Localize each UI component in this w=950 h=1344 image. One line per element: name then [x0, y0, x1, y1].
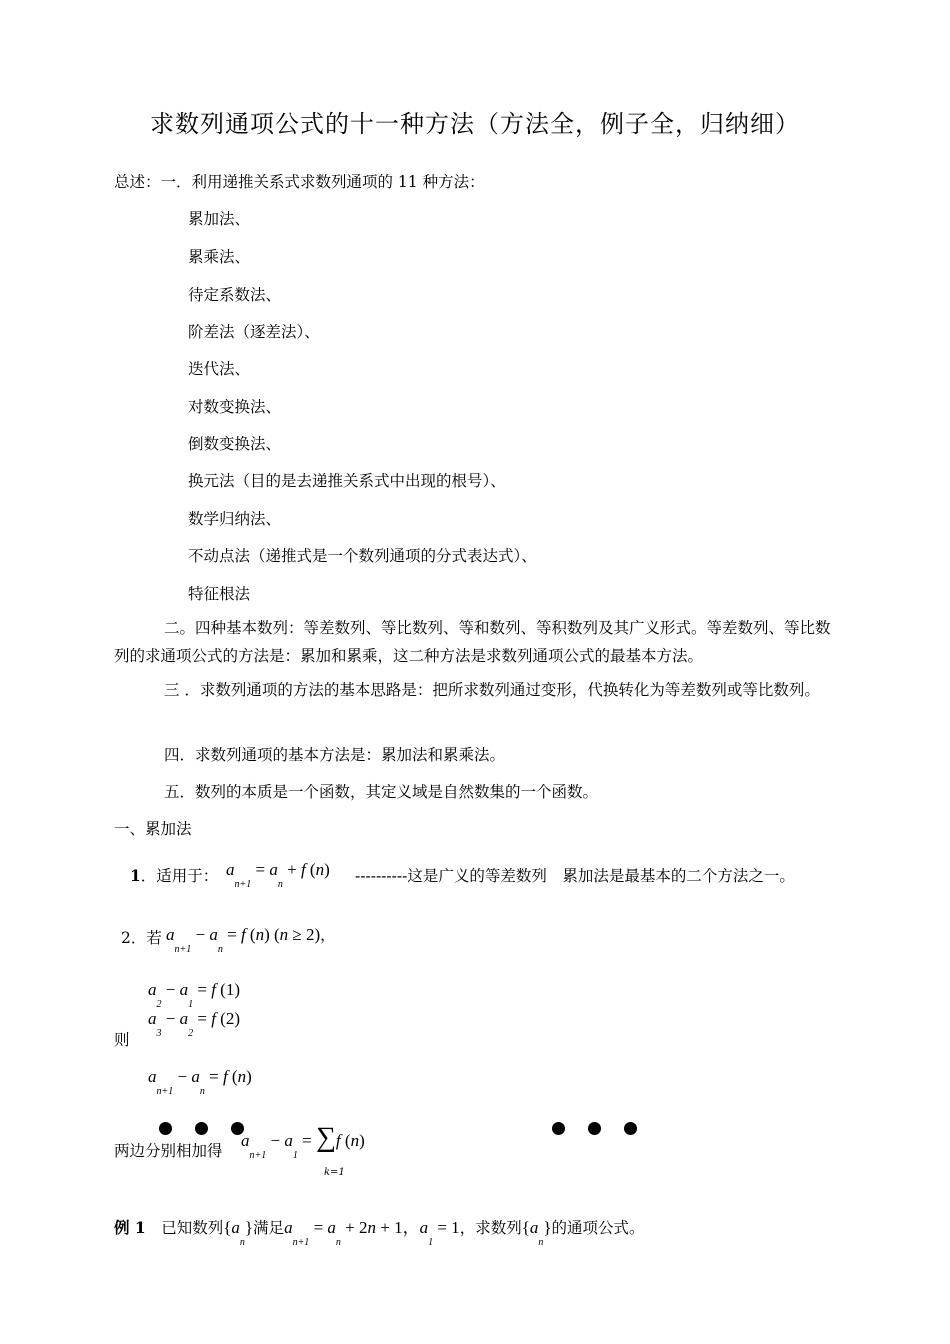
recurrence-formula: $a_{n+1} = a_n + f$ (n)	[226, 860, 330, 890]
method-item: 特征根法	[188, 585, 251, 603]
equation-row: $a_{n+1} - a_n = f$ (n)	[148, 1067, 252, 1097]
example-text: ，求数列	[459, 1219, 522, 1237]
item-1-comment: ----------这是广义的等差数列 累加法是最基本的二个方法之一。	[355, 867, 795, 885]
method-item: 换元法（目的是去递推关系式中出现的根号）、	[188, 472, 506, 490]
equation-row: $a_2 - a_1 = f$ (1)	[148, 980, 240, 1010]
ellipsis-dot	[195, 1122, 208, 1135]
ellipsis-dot	[588, 1122, 601, 1135]
difference-formula: $a_{n+1} - a_n = f$ (n) (n ≥ 2)，	[166, 925, 336, 955]
sum-formula: $a_{n+1} - a_1 = \sum f$ (n)	[241, 1122, 365, 1161]
example-text: 的通项公式。	[551, 1219, 645, 1237]
method-item: 迭代法、	[188, 360, 251, 378]
method-item: 倒数变换法、	[188, 435, 282, 453]
example-text: 已知数列	[145, 1219, 224, 1237]
example-1: 例 1 已知数列$\{a_n\}$满足$a_{n+1} = a_n + 2n + 1$，$a_1 = 1$，求数列$\{a_n\}$的通项公式。	[114, 1218, 645, 1248]
section-heading: 一、累加法	[114, 820, 192, 838]
overview-point-4: 四．求数列通项的基本方法是：累加法和累乘法。	[164, 746, 506, 764]
method-item: 累加法、	[188, 210, 251, 228]
method-item: 累乘法、	[188, 248, 251, 266]
method-item: 数学归纳法、	[188, 510, 282, 528]
example-text: 满足	[253, 1219, 285, 1237]
method-item: 不动点法（递推式是一个数列通项的分式表达式）、	[188, 547, 537, 565]
example-label: 例 1	[114, 1218, 146, 1237]
item-1	[130, 864, 218, 886]
method-item: 待定系数法、	[188, 286, 282, 304]
ellipsis-dot	[159, 1122, 172, 1135]
item-1-prefix: ．适用于：	[140, 867, 219, 885]
sum-lower-limit: k=1	[324, 1167, 345, 1178]
ellipsis-dot	[552, 1122, 565, 1135]
ellipsis-dot	[624, 1122, 637, 1135]
item-1-number: 1	[130, 866, 141, 885]
item-2-suffix: ，	[320, 926, 336, 944]
equation-row: $a_3 - a_2 = f$ (2)	[148, 1009, 240, 1039]
item-2-prefix: 2．若	[121, 929, 162, 947]
page-title: 求数列通项公式的十一种方法（方法全，例子全，归纳细）	[150, 110, 800, 138]
overview-point-3: 三 ．求数列通项的方法的基本思路是：把所求数列通过变形，代换转化为等差数列或等比数列。	[164, 681, 820, 699]
method-item: 对数变换法、	[188, 398, 282, 416]
sum-label: 两边分别相加得	[114, 1142, 223, 1160]
then-label: 则	[114, 1031, 130, 1049]
overview-point-2: 二。四种基本数列：等差数列、等比数列、等和数列、等积数列及其广义形式。等差数列、等比数列的求通项公式的方法是：累加和累乘，这二种方法是求数列通项公式的最基本方法。	[114, 619, 831, 665]
overview-heading: 总述：一．利用递推关系式求数列通项的 11 种方法：	[114, 173, 485, 191]
method-item: 阶差法（逐差法）、	[188, 323, 320, 341]
overview-point-5: 五．数列的本质是一个函数，其定义域是自然数集的一个函数。	[164, 783, 599, 801]
